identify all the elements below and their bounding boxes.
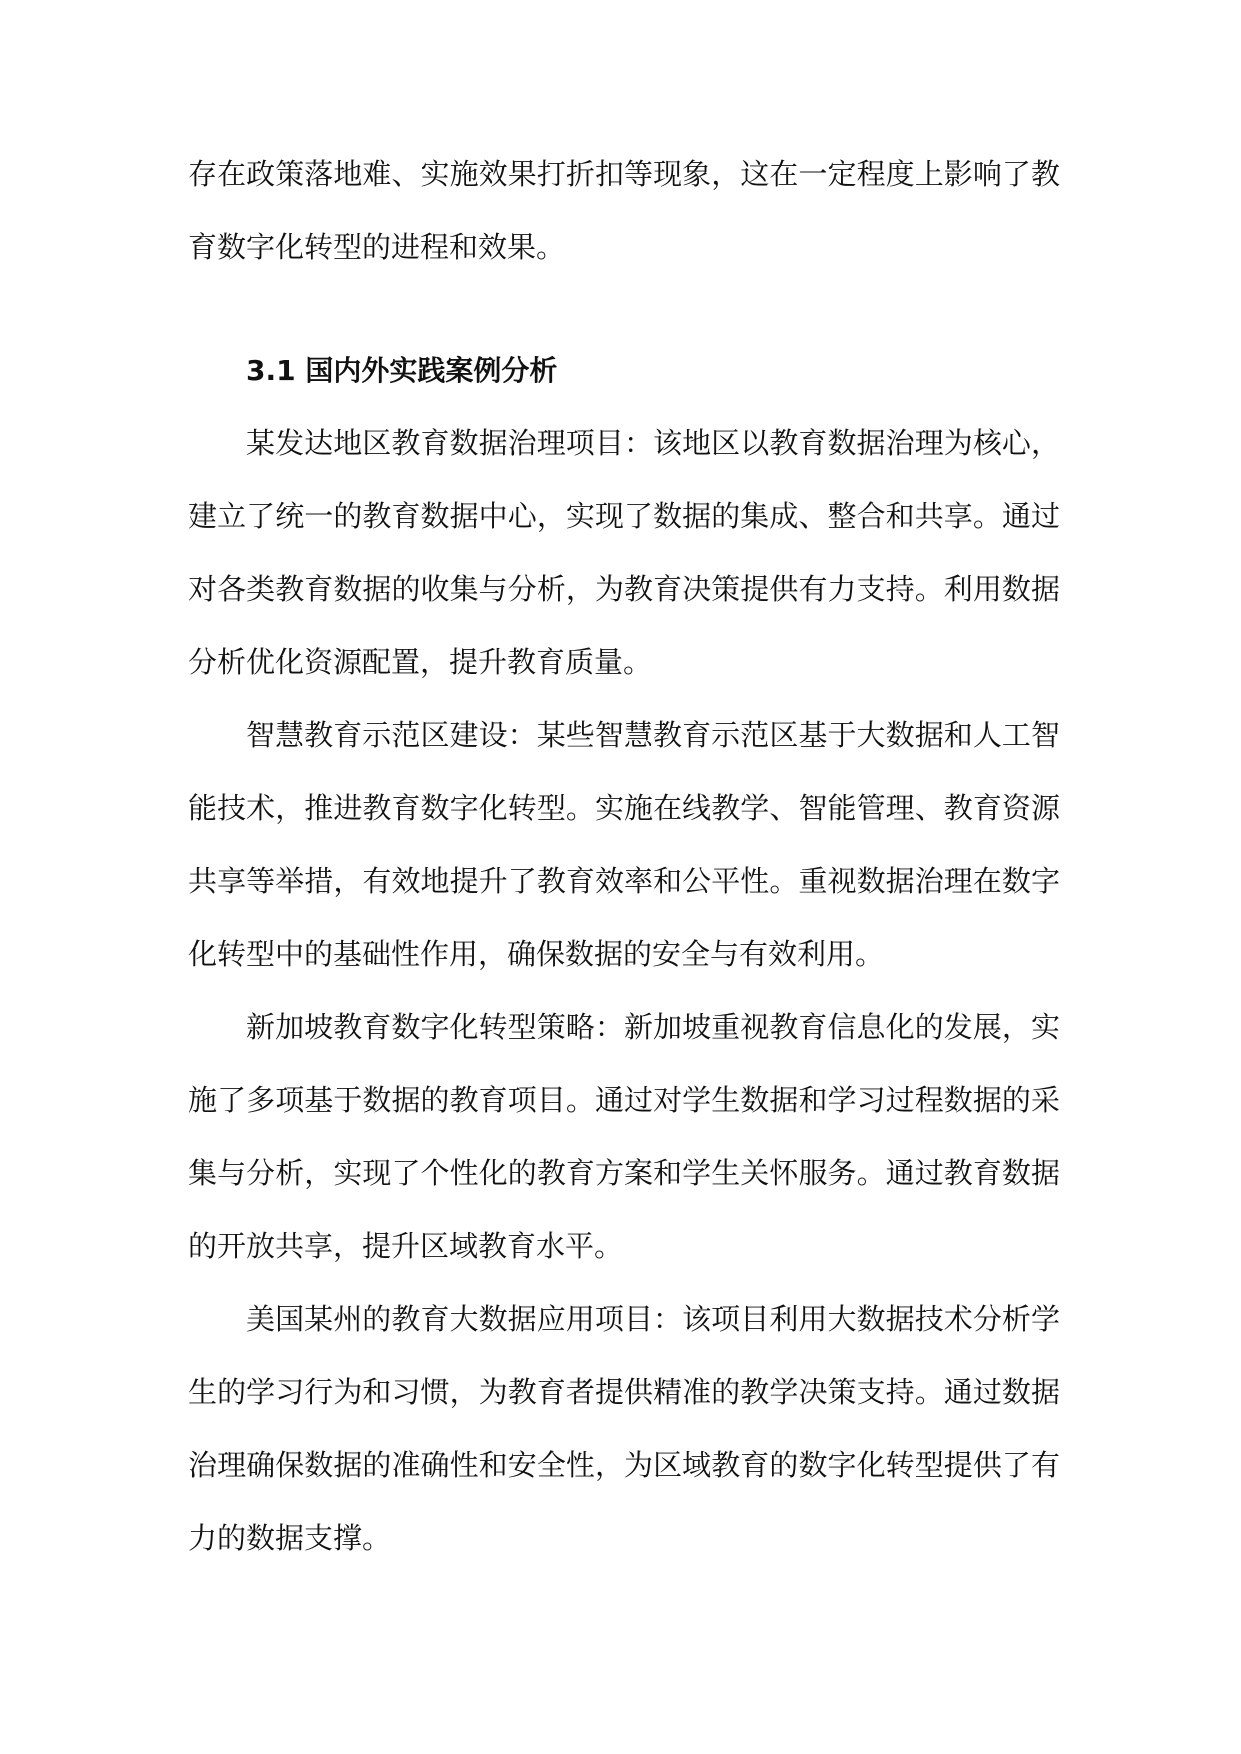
paragraph-singapore: 新加坡教育数字化转型策略：新加坡重视教育信息化的发展，实施了多项基于数据的教育项目。通过对学生数据和学习过程数据的采集与分析，实现了个性化的教育方案和学生关怀服务。通过教育数据的开放共享，提升区域教育水平。	[188, 1010, 1060, 1263]
continued-paragraph: 存在政策落地难、实施效果打折扣等现象，这在一定程度上影响了教育数字化转型的进程和效果。	[188, 157, 1060, 264]
section-spacer	[188, 284, 1060, 334]
section-heading: 3.1 国内外实践案例分析	[246, 354, 558, 387]
body-text	[188, 138, 1060, 1575]
paragraph-us-state: 美国某州的教育大数据应用项目：该项目利用大数据技术分析学生的学习行为和习惯，为教育者提供精准的教学决策支持。通过数据治理确保数据的准确性和安全性，为区域教育的数字化转型提供了有力的数据支撑。	[188, 1302, 1060, 1555]
paragraph-smart-education: 智慧教育示范区建设：某些智慧教育示范区基于大数据和人工智能技术，推进教育数字化转型。实施在线教学、智能管理、教育资源共享等举措，有效地提升了教育效率和公平性。重视数据治理在数字化转型中的基础性作用，确保数据的安全与有效利用。	[188, 718, 1060, 971]
paragraph-data-governance: 某发达地区教育数据治理项目：该地区以教育数据治理为核心，建立了统一的教育数据中心，实现了数据的集成、整合和共享。通过对各类教育数据的收集与分析，为教育决策提供有力支持。利用数据分析优化资源配置，提升教育质量。	[188, 426, 1060, 679]
